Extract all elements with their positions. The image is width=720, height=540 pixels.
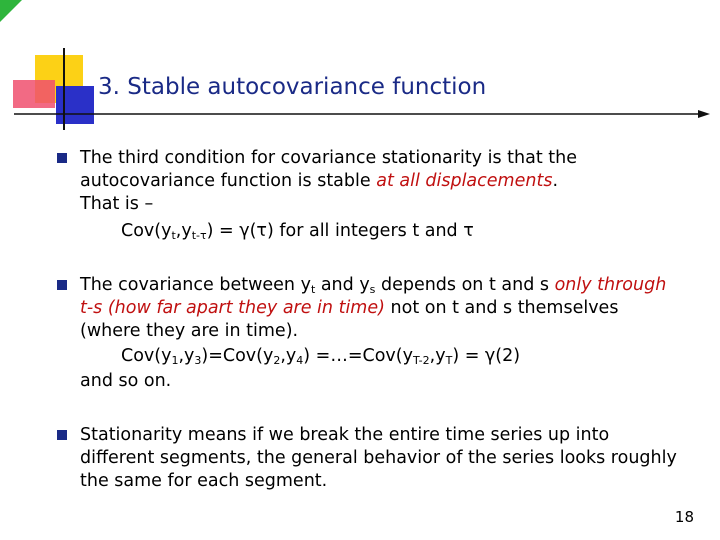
b2-line-2: t-s (how far apart they are in time) not on t and s themselves (80, 298, 619, 318)
b1-line-3: That is – (80, 194, 154, 214)
bullet-square-2 (57, 280, 67, 290)
bullet-square-3 (57, 430, 67, 440)
b2-line-1: The covariance between $y_t$ and $y_s$ depends on t and s only through (80, 275, 667, 296)
b2-emphasis-2: t-s (how far apart they are in time) (80, 298, 385, 318)
b2-formula: $Cov(y_1,y_3)=Cov(y_2,y_4)$ $=\dots=Cov(y_{T-2},y_T) = \gamma(2)$ (121, 346, 521, 367)
b2-line-3: (where they are in time). (80, 321, 299, 341)
title-underline-arrow (14, 107, 714, 121)
red-square-decoration (13, 80, 55, 108)
b1-line-1: The third condition for covariance stationarity is that the (80, 148, 577, 168)
b3-line-1: Stationarity means if we break the entire time series up into (80, 425, 610, 445)
bullet-square-1 (57, 153, 67, 163)
b1-formula: $Cov(y_t,y_{t-\tau}) = \gamma(\tau)$ for all integers t and τ (121, 221, 474, 242)
slide-title: 3. Stable autocovariance function (98, 74, 487, 100)
b2-line-5: and so on. (80, 371, 172, 391)
corner-triangle-decoration (0, 0, 24, 24)
b2-emphasis-1: only through (554, 275, 667, 295)
page-number: 18 (674, 508, 694, 526)
b3-line-3: the same for each segment. (80, 471, 328, 491)
b3-line-2: different segments, the general behavior of the series looks roughly (80, 448, 677, 468)
b1-emphasis: at all displacements (376, 171, 553, 191)
b1-line-2: autocovariance function is stable at all displacements. (80, 171, 559, 191)
